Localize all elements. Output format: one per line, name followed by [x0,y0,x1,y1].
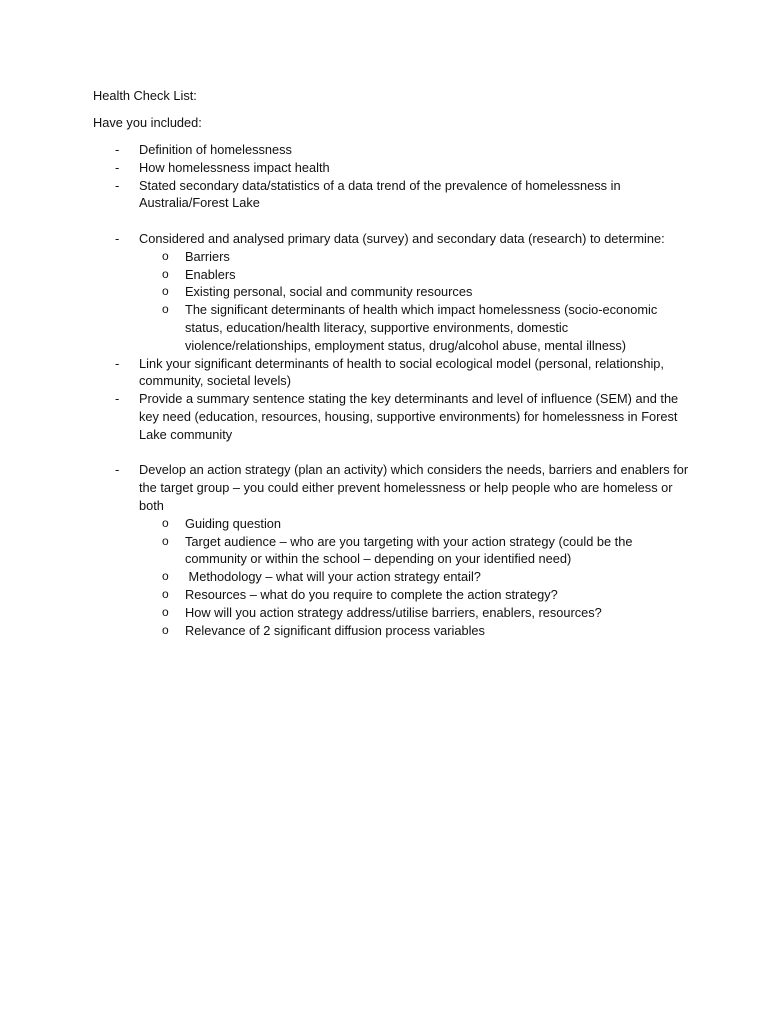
sub-bullet-marker: o [162,302,169,317]
sub-bullet-marker: o [162,604,169,619]
sub-list-item-text: Relevance of 2 significant diffusion process variables [185,622,485,638]
sub-list-item-text: The significant determinants of health which impact homelessness (socio-economic status, education/health literacy, supportive environments, domestic violence/relationships, employment status, drug/alcohol abuse, mental illness) [185,302,658,353]
intro-text: Have you included: [93,115,202,130]
sub-list-item [93,515,693,533]
bullet-marker: - [115,142,120,157]
list-item-text: Stated secondary data/statistics of a data trend of the prevalence of homelessness in Australia/Forest Lake [139,177,621,211]
list-item-text: Link your significant determinants of health to social ecological model (personal, relationship, community, societal levels) [139,355,664,389]
sub-list-item [93,266,693,284]
list-item [93,159,693,177]
sub-bullet-marker: o [162,248,169,263]
list-item [93,390,693,443]
sub-list-item-text: Guiding question [185,515,282,531]
sub-bullet-marker: o [162,622,169,637]
sub-list-item [93,248,693,266]
bullet-marker: - [115,391,120,407]
bullet-marker: - [115,230,120,246]
list-item-text: Definition of homelessness [139,142,292,157]
list-item-text: Considered and analysed primary data (survey) and secondary data (research) to determine: [139,230,665,246]
sub-bullet-marker: o [162,515,169,530]
sub-list [139,515,693,640]
bullet-marker: - [115,462,120,478]
list-item [93,355,693,391]
checklist [93,141,693,639]
sub-list-item [93,622,693,640]
sub-list-item-text: Methodology – what will your action strategy entail? [185,569,481,585]
sub-bullet-marker: o [162,266,169,281]
sub-list-item [93,568,693,586]
sub-list-item-text: Target audience – who are you targeting with your action strategy (could be the community or within the school – depending on your identified need) [185,533,633,567]
sub-bullet-marker: o [162,569,169,584]
sub-list-item [93,533,693,569]
sub-bullet-marker: o [162,586,169,601]
sub-list-item-text: Resources – what do you require to complete the action strategy? [185,586,558,602]
list-item [93,230,693,355]
document-title: Health Check List: [93,88,197,103]
bullet-marker: - [115,159,120,175]
bullet-marker: - [115,177,120,193]
sub-list-item-text: How will you action strategy address/utilise barriers, enablers, resources? [185,604,602,620]
sub-list-item [93,283,693,301]
sub-list-item-text: Enablers [185,266,236,282]
list-item-text: How homelessness impact health [139,159,330,175]
list-item [93,177,693,213]
sub-list-item-text: Barriers [185,248,230,264]
sub-list-item [93,301,693,354]
sub-bullet-marker: o [162,533,169,548]
list-item-text: Develop an action strategy (plan an activity) which considers the needs, barriers and enablers for the target group – you could either prevent homelessness or help people who are homeless or both [139,462,689,513]
sub-list [139,248,693,355]
sub-list-item-text: Existing personal, social and community resources [185,284,473,300]
sub-list-item [93,604,693,622]
list-item-text: Provide a summary sentence stating the key determinants and level of influence (SEM) and the key need (education, resources, housing, supportive environments) for homelessness in Forest Lake community [139,391,679,442]
bullet-marker: - [115,355,120,371]
sub-bullet-marker: o [162,284,169,299]
list-item [93,141,693,159]
sub-list-item [93,586,693,604]
list-item [93,461,693,639]
